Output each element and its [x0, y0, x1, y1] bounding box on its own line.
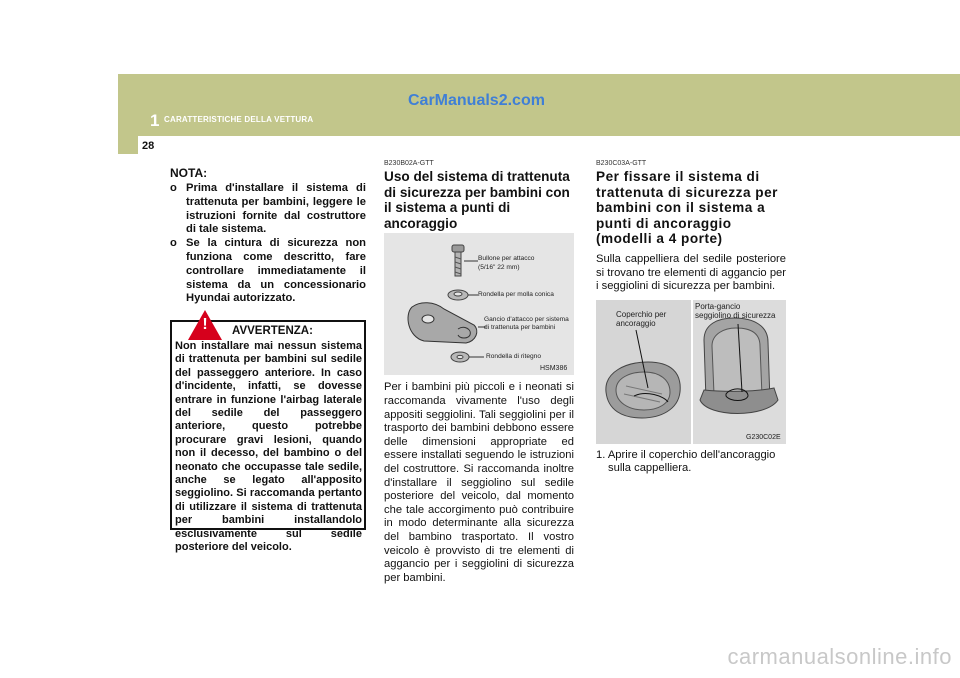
warning-title: AVVERTENZA:	[232, 325, 313, 337]
label-retaining-washer: Rondella di ritegno	[486, 353, 541, 361]
chapter-number: 1	[150, 111, 160, 130]
instruction-step: 1. Aprire il coperchio dell'ancoraggio sulla cappelliera.	[596, 448, 776, 475]
section-paragraph: Sulla cappelliera del sedile posteriore si trovano tre elementi di aggancio per i seggiolini di sicurezza per bambini.	[596, 252, 786, 293]
label-hook-holder-line2: seggiolino di sicurezza	[695, 310, 776, 320]
section-heading: Uso del sistema di trattenuta di sicurezza per bambini con il sistema a punti di ancoraggio	[384, 169, 570, 231]
anchorage-parts-figure	[384, 233, 574, 375]
label-anchorage-cover-line2: ancoraggio	[616, 318, 656, 328]
watermark-link[interactable]: CarManuals2.com	[408, 92, 545, 109]
page-number: 28	[142, 140, 155, 152]
note-list	[170, 182, 366, 306]
section-heading: Per fissare il sistema di trattenuta di sicurezza per bambini con il sistema a punti di ancoraggio (modelli a 4 porte)	[596, 169, 778, 247]
label-hook-line1: Gancio d'attacco per sistema	[484, 316, 569, 324]
anchorage-cover-figure	[596, 300, 786, 444]
header-tab	[118, 136, 138, 154]
label-bolt: Bullone per attacco	[478, 255, 535, 263]
label-bolt-size: (5/16" 22 mm)	[478, 264, 520, 272]
chapter-title: CARATTERISTICHE DELLA VETTURA	[164, 115, 314, 124]
note-title: NOTA:	[170, 166, 208, 180]
warning-box	[170, 316, 366, 554]
note-item: o Prima d'installare il sistema di trattenuta per bambini, leggere le istruzioni fornite dal costruttore di tale sistema.	[170, 182, 366, 236]
section-code: B230B02A-GTT	[384, 160, 434, 167]
figure-code: G230C02E	[746, 433, 781, 441]
section-code: B230C03A-GTT	[596, 160, 647, 167]
note-item: o Se la cintura di sicurezza non funziona come descritto, fare controllare immediatamente il sistema da un concessionario Hyundai autorizzato.	[170, 237, 366, 305]
warning-text: Non installare mai nessun sistema di trattenuta per bambini sul sedile del passeggero anteriore. In caso d'incidente, infatti, se dovesse entrare in funzione l'airbag laterale del sedile del passeggero anteriore, questo potrebbe procurare gravi lesioni, quando non il decesso, del bambino o del neonato che occupasse tale sedile, anche se legato all'apposito seggiolino. Si raccomanda pertanto di utilizzare il sistema di trattenuta per bambini installandolo esclusivamente sul sedile posteriore del veicolo.	[175, 340, 362, 554]
footer-site-link[interactable]: carmanualsonline.info	[727, 644, 952, 669]
label-hook-holder-line1: Porta-gancio	[695, 301, 741, 311]
column-anchorage-fitting	[596, 160, 786, 476]
label-hook-line2: di trattenuta per bambini	[484, 324, 556, 332]
label-conical-washer: Rondella per molla conica	[478, 291, 554, 299]
section-paragraph: Per i bambini più piccoli e i neonati si raccomanda vivamente l'uso degli appositi seggiolini. Tali seggiolini per il trasporto dei bambini debbono essere delle dimensioni appropriate ed essere installati seguendo le istruzioni del costruttore. Si raccomanda inoltre d'installare il seggiolino sul sedile posteriore del veicolo, dal momento che tale accorgimento può contribuire in modo determinante alla sicurezza del bambino trasportato. Il vostro veicolo è provvisto di tre elementi di aggancio per i seggiolini di sicurezza per bambini.	[384, 381, 574, 584]
label-anchorage-cover-line1: Coperchio per	[616, 309, 667, 319]
figure-code: HSM386	[540, 365, 568, 373]
column-anchorage-usage	[384, 160, 574, 585]
column-note	[170, 160, 366, 306]
exclamation-icon: !	[202, 316, 208, 333]
